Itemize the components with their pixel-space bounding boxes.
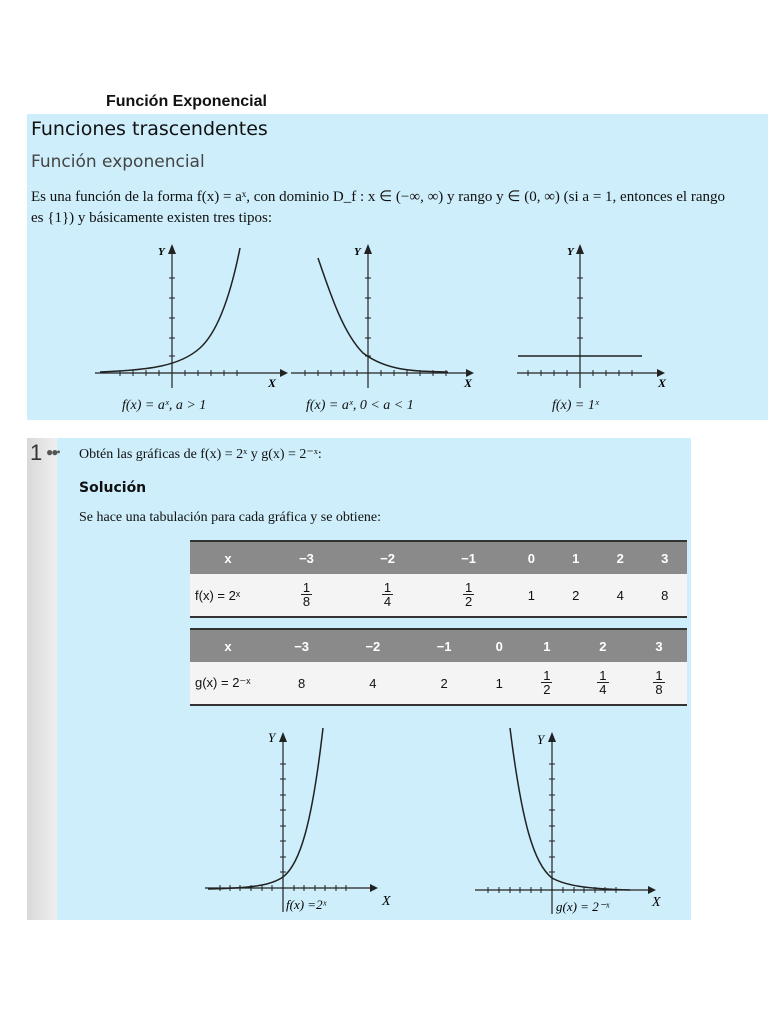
table-cell: 4 bbox=[337, 662, 408, 705]
table-header-cell: 3 bbox=[643, 541, 688, 574]
fraction bbox=[653, 669, 664, 696]
table-header-cell: 0 bbox=[480, 629, 519, 662]
table-cell: 1 bbox=[480, 662, 519, 705]
numerator: 1 bbox=[383, 580, 392, 595]
solution-heading: Solución bbox=[79, 480, 147, 496]
table-header-cell: 2 bbox=[598, 541, 642, 574]
denominator: 4 bbox=[599, 682, 607, 697]
fraction bbox=[597, 669, 608, 696]
y-arrow-icon bbox=[168, 244, 176, 254]
graph-constant bbox=[512, 238, 672, 398]
solution-text: Se hace una tabulación para cada gráfica y se obtiene: bbox=[79, 510, 382, 525]
curve bbox=[510, 728, 630, 890]
table-cell bbox=[266, 574, 347, 617]
table-header-cell: 1 bbox=[519, 629, 575, 662]
table-cell: 1 bbox=[509, 574, 553, 617]
x-label: X bbox=[268, 376, 277, 390]
page-title: Función Exponencial bbox=[106, 93, 267, 110]
table-g bbox=[190, 628, 687, 706]
fraction bbox=[463, 581, 474, 608]
y-label: Y bbox=[537, 732, 545, 747]
table-header-cell: 1 bbox=[554, 541, 598, 574]
denominator: 2 bbox=[464, 594, 473, 609]
example-side-strip bbox=[27, 438, 57, 920]
graph-g-2-neg-x bbox=[470, 724, 690, 914]
numerator: 1 bbox=[599, 668, 607, 683]
x-label: X bbox=[652, 895, 661, 910]
denominator: 8 bbox=[302, 594, 311, 609]
table-cell: 8 bbox=[266, 662, 337, 705]
x-label: X bbox=[658, 376, 667, 390]
table-row bbox=[190, 574, 687, 617]
table-header-cell: −1 bbox=[409, 629, 480, 662]
y-label: Y bbox=[268, 730, 276, 745]
table-f bbox=[190, 540, 687, 618]
table-header-cell: −2 bbox=[347, 541, 428, 574]
table-header-cell: −3 bbox=[266, 541, 347, 574]
fraction bbox=[541, 669, 552, 696]
denominator: 2 bbox=[543, 682, 551, 697]
table-cell: 2 bbox=[409, 662, 480, 705]
graph-growth-caption: f(x) = aˣ, a > 1 bbox=[122, 398, 207, 413]
fraction bbox=[382, 581, 393, 608]
table-header-cell: −1 bbox=[428, 541, 509, 574]
y-label: Y bbox=[158, 246, 165, 258]
fraction bbox=[301, 581, 312, 608]
table-cell: 4 bbox=[598, 574, 642, 617]
y-arrow-icon bbox=[548, 732, 556, 742]
curve bbox=[208, 728, 323, 889]
table-row bbox=[190, 662, 687, 705]
graph-growth bbox=[90, 238, 290, 398]
row-label: f(x) = 2ˣ bbox=[190, 574, 266, 617]
y-label: Y bbox=[567, 246, 574, 258]
table-cell bbox=[428, 574, 509, 617]
section-subheading: Función exponencial bbox=[31, 152, 205, 172]
example-number: 1 bbox=[30, 440, 43, 465]
graph-decay bbox=[288, 238, 488, 398]
x-arrow-icon bbox=[648, 886, 656, 894]
x-label: X bbox=[382, 894, 391, 909]
dots-decoration-icon: ●●• bbox=[46, 445, 59, 459]
table-header-row bbox=[190, 629, 687, 662]
table-header-cell: x bbox=[190, 629, 266, 662]
graph-constant-caption: f(x) = 1ˣ bbox=[552, 398, 599, 413]
numerator: 1 bbox=[655, 668, 663, 683]
x-label: X bbox=[464, 376, 473, 390]
definition-paragraph bbox=[31, 187, 749, 229]
y-arrow-icon bbox=[576, 244, 584, 254]
graph-decay-caption: f(x) = aˣ, 0 < a < 1 bbox=[306, 398, 414, 413]
table-header-cell: −2 bbox=[337, 629, 408, 662]
definition-line-1: Es una función de la forma f(x) = aˣ, con dominio D_f : x ∈ (−∞, ∞) y rango y ∈ (0, ∞) (si a = 1, entonces el rango bbox=[31, 189, 725, 205]
table-header-cell: 0 bbox=[509, 541, 553, 574]
x-arrow-icon bbox=[280, 369, 288, 377]
graph-f-2x bbox=[200, 724, 420, 914]
denominator: 4 bbox=[383, 594, 392, 609]
table-cell: 2 bbox=[554, 574, 598, 617]
graph-g-label: g(x) = 2⁻ˣ bbox=[556, 899, 610, 914]
table-header-cell: 2 bbox=[575, 629, 631, 662]
table-cell bbox=[519, 662, 575, 705]
problem-statement: Obtén las gráficas de f(x) = 2ˣ y g(x) = 2⁻ˣ: bbox=[79, 447, 322, 462]
table-cell: 8 bbox=[643, 574, 688, 617]
table-header-row bbox=[190, 541, 687, 574]
x-arrow-icon bbox=[370, 884, 378, 892]
y-label: Y bbox=[354, 246, 361, 258]
row-label: g(x) = 2⁻ˣ bbox=[190, 662, 266, 705]
numerator: 1 bbox=[302, 580, 311, 595]
table-cell bbox=[347, 574, 428, 617]
curve bbox=[318, 258, 448, 372]
table-header-cell: 3 bbox=[631, 629, 687, 662]
section-heading: Funciones trascendentes bbox=[31, 118, 268, 140]
numerator: 1 bbox=[543, 668, 551, 683]
denominator: 8 bbox=[655, 682, 663, 697]
curve bbox=[100, 248, 240, 372]
table-header-cell: −3 bbox=[266, 629, 337, 662]
y-arrow-icon bbox=[279, 732, 287, 742]
numerator: 1 bbox=[464, 580, 473, 595]
table-header-cell: x bbox=[190, 541, 266, 574]
table-cell bbox=[575, 662, 631, 705]
graph-f-label: f(x) =2ˣ bbox=[286, 897, 327, 912]
y-arrow-icon bbox=[364, 244, 372, 254]
definition-line-2: es {1}) y básicamente existen tres tipos: bbox=[31, 210, 273, 226]
table-cell bbox=[631, 662, 687, 705]
